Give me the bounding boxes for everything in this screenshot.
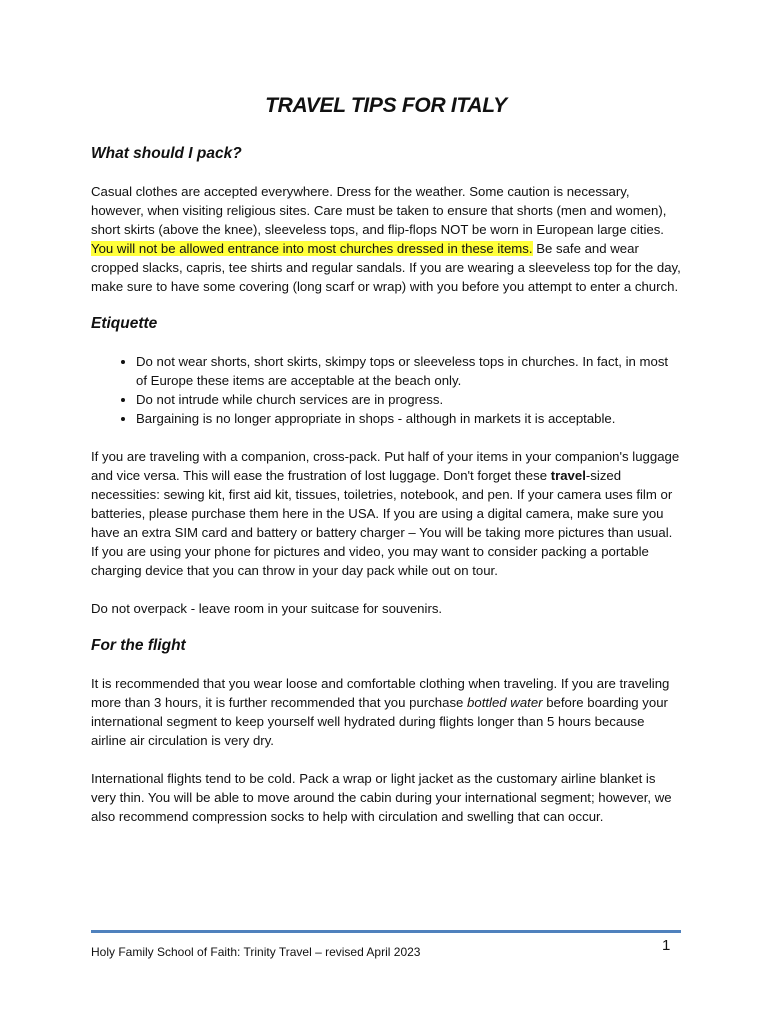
list-item: • Do not intrude while church services are in progress. [136, 390, 681, 409]
highlighted-warning: You will not be allowed entrance into most churches dressed in these items. [91, 241, 533, 256]
page-title: TRAVEL TIPS FOR ITALY [265, 94, 507, 117]
pack-paragraph [91, 182, 681, 296]
section-heading-flight: For the flight [91, 637, 186, 654]
crosspack-text-a: If you are traveling with a companion, cross-pack. Put half of your items in your companion's luggage and vice versa. This will ease the frustration of lost luggage. Don't forget these [91, 449, 680, 483]
crosspack-paragraph [91, 447, 681, 580]
crosspack-text-b: -sized necessities: sewing kit, first aid kit, tissues, toiletries, notebook, and pen. If your camera uses film or batteries, please purchase them here in the USA. If you are using a digital camera, make sure you have an extra SIM card and battery or battery charger – You will be taking more pictures than usual. If you are using your phone for pictures and video, you may want to consider packing a portable charging device that you can throw in your day pack while out on tour. [91, 468, 673, 578]
bottled-water-italic: bottled water [467, 695, 543, 710]
pack-text-a: Casual clothes are accepted everywhere. Dress for the weather. Some caution is necessary, however, when visiting religious sites. Care must be taken to ensure that shorts (men and women), short skirts (above the knee), sleeveless tops, and flip-flops NOT be worn in European large cities. [91, 184, 667, 237]
flight-cold-paragraph: International flights tend to be cold. Pack a wrap or light jacket as the customary airline blanket is very thin. You will be able to move around the cabin during your international segment; however, we also recommend compression socks to help with circulation and swelling that can occur. [91, 771, 672, 824]
travel-bold-word: travel [550, 468, 586, 483]
document-body [91, 94, 681, 845]
footer-rule [91, 930, 681, 933]
footer-text: Holy Family School of Faith: Trinity Travel – revised April 2023 [91, 945, 421, 959]
list-item: • Do not wear shorts, short skirts, skimpy tops or sleeveless tops in churches. In fact, in most of Europe these items are acceptable at the beach only. [136, 352, 681, 390]
list-item: • Bargaining is no longer appropriate in shops - although in markets it is acceptable. [136, 409, 681, 428]
flight-clothing-paragraph [91, 674, 681, 750]
pack-text-b: Be safe and wear cropped slacks, capris, tee shirts and regular sandals. If you are wearing a sleeveless top for the day, make sure to have some covering (long scarf or wrap) with you before you attempt to enter a church. [91, 241, 681, 294]
section-heading-pack: What should I pack? [91, 145, 242, 162]
etiquette-list [91, 352, 681, 428]
page-number: 1 [662, 937, 671, 954]
overpack-paragraph: Do not overpack - leave room in your suitcase for souvenirs. [91, 601, 443, 616]
flight-text-b: before boarding your international segment to keep yourself well hydrated during flights longer than 5 hours because airline air circulation is very dry. [91, 695, 668, 748]
section-heading-etiquette: Etiquette [91, 315, 158, 332]
flight-text-a: It is recommended that you wear loose and comfortable clothing when traveling. If you are traveling more than 3 hours, it is further recommended that you purchase [91, 676, 670, 710]
